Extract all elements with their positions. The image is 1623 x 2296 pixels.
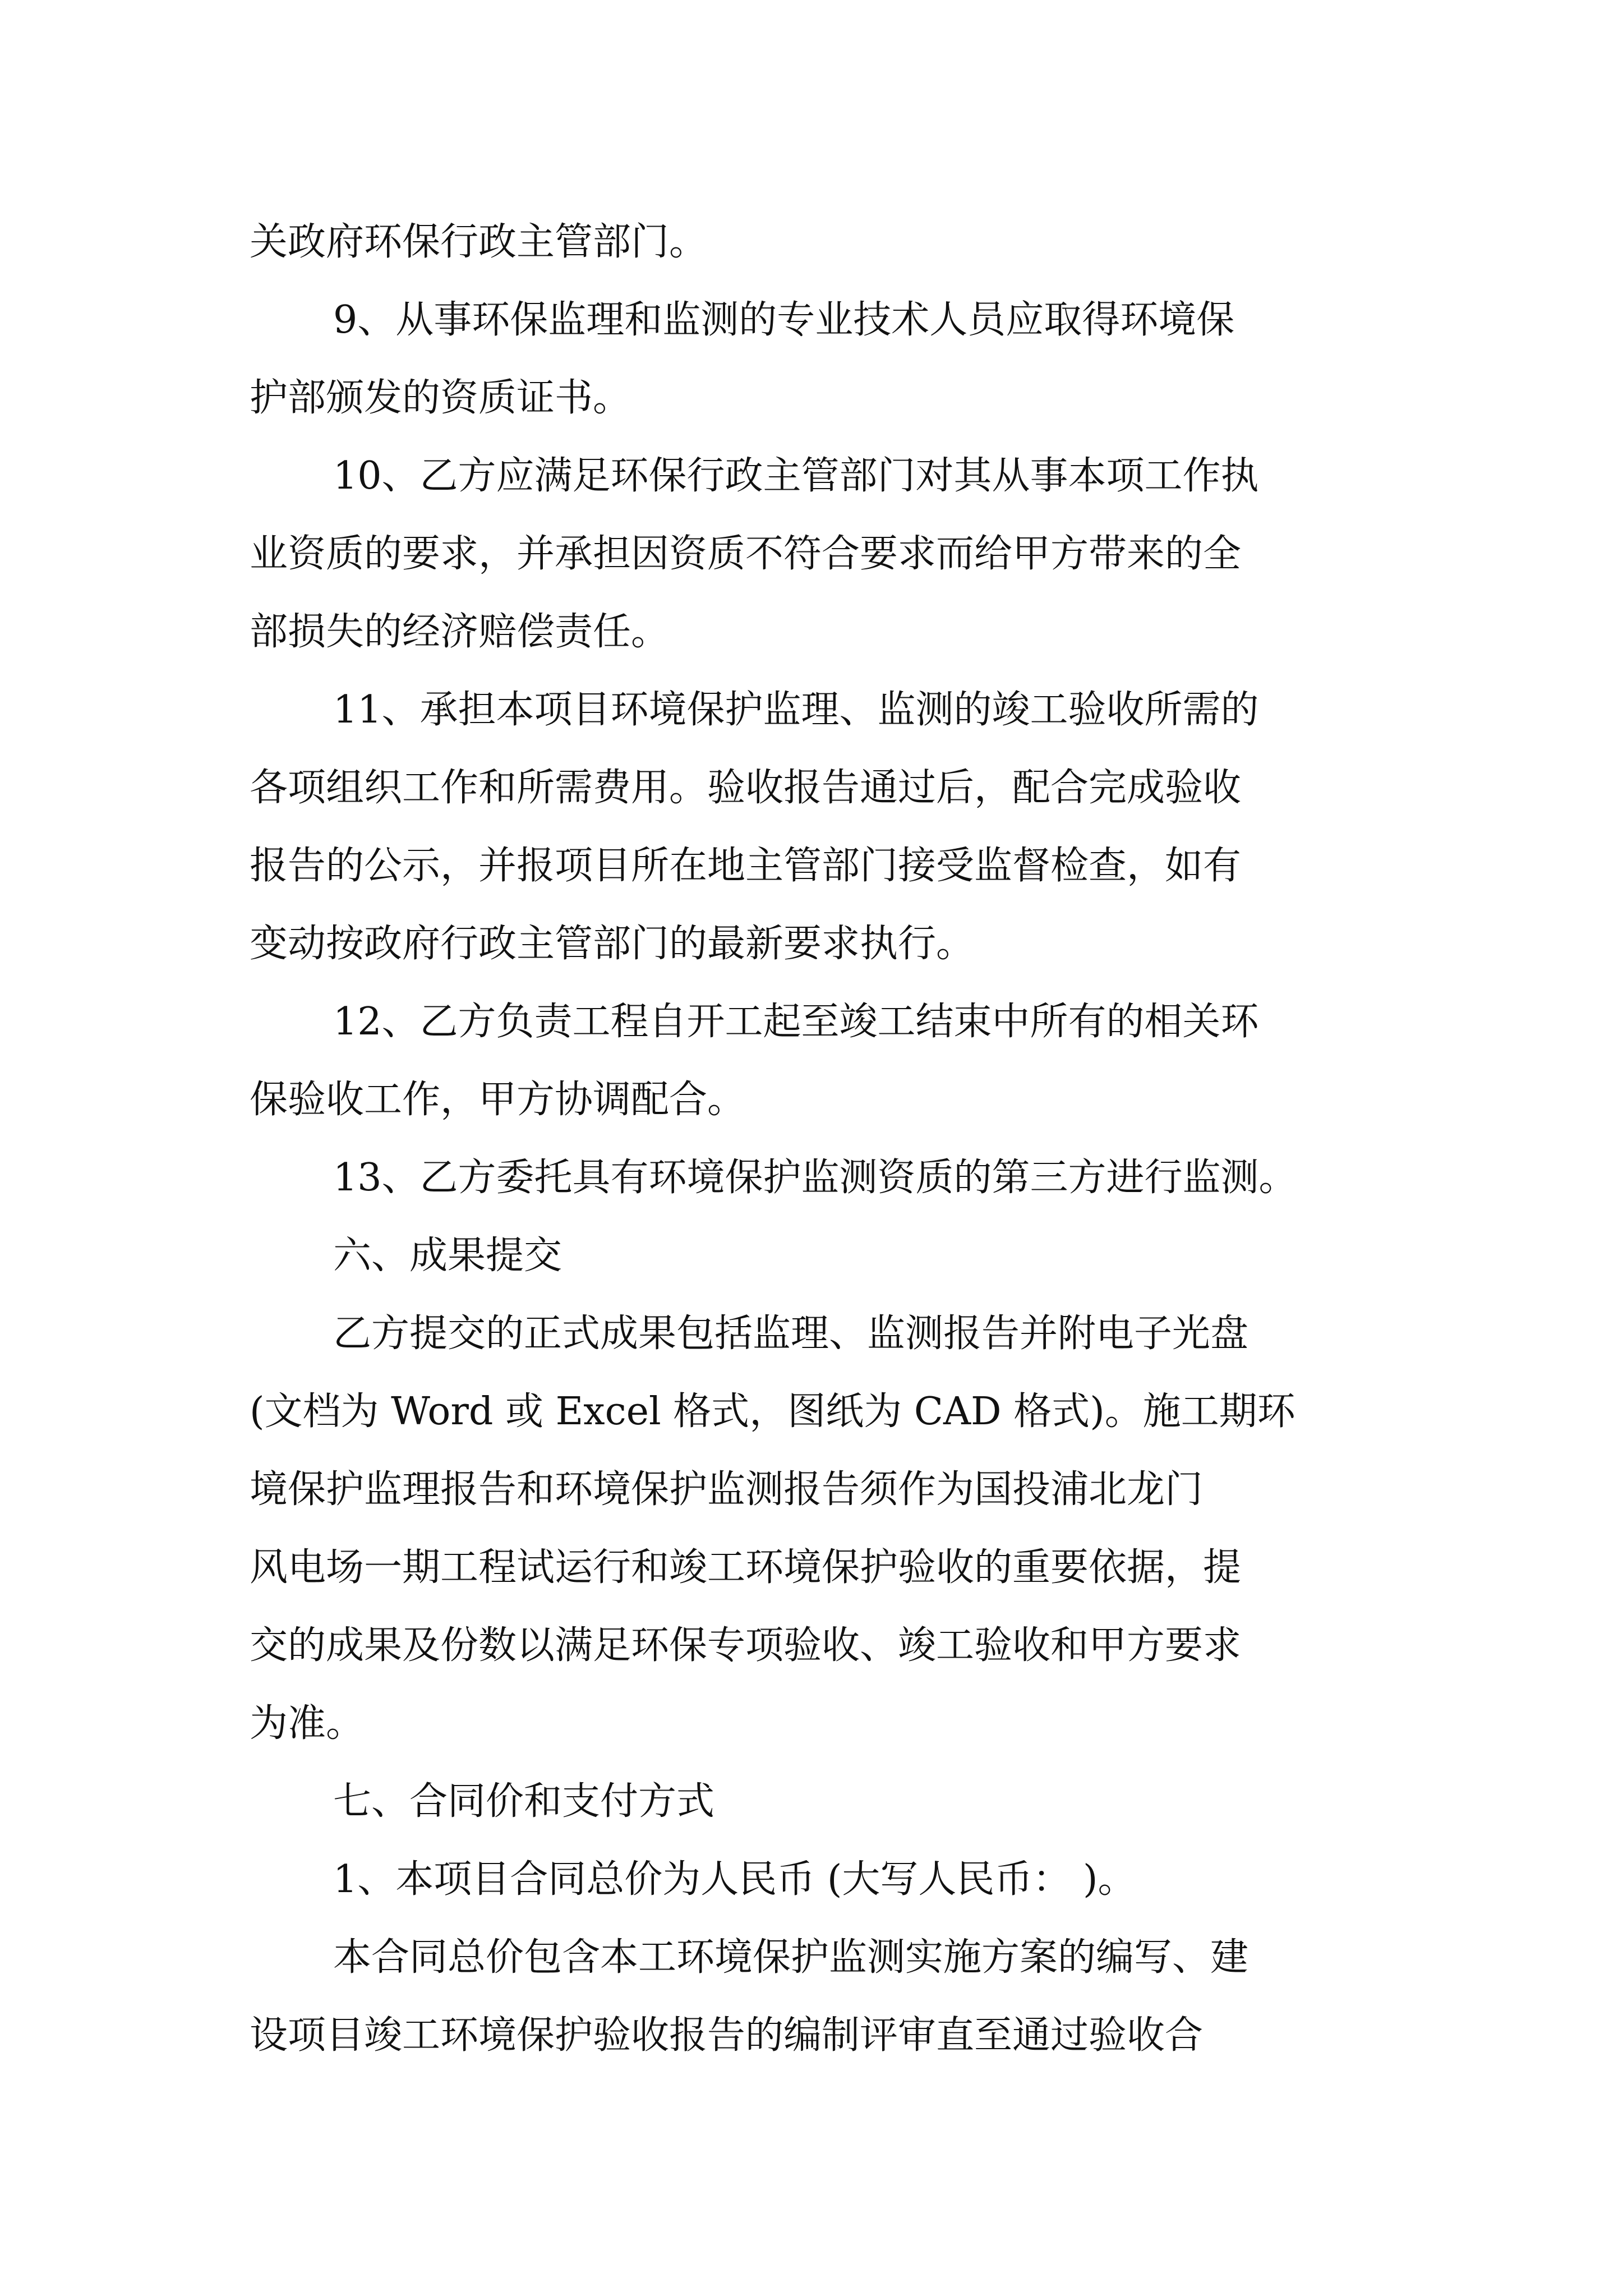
text-line: 各项组织工作和所需费用。验收报告通过后，配合完成验收 [250,766,1242,810]
text-line: (文档为 Word 或 Excel 格式，图纸为 CAD 格式)。施工期环 [250,1389,1295,1434]
text-line: 保验收工作，甲方协调配合。 [250,1078,746,1122]
text-line: 10、乙方应满足环保行政主管部门对其从事本项工作执 [333,454,1259,498]
text-line: 关政府环保行政主管部门。 [250,220,708,264]
text-line: 报告的公示，并报项目所在地主管部门接受监督检查，如有 [250,844,1242,888]
text-line: 11、承担本项目环境保护监理、监测的竣工验收所需的 [333,688,1259,732]
text-line: 为准。 [250,1701,365,1746]
text-line: 本合同总价包含本工环境保护监测实施方案的编写、建 [333,1935,1249,1980]
text-line: 设项目竣工环境保护验收报告的编制评审直至通过验收合 [250,2013,1204,2058]
text-line: 境保护监理报告和环境保护监测报告须作为国投浦北龙门 [250,1467,1204,1512]
text-line: 1、本项目合同总价为人民币 (大写人民币： )。 [333,1857,1136,1902]
section-heading: 六、成果提交 [333,1234,562,1278]
text-line: 12、乙方负责工程自开工起至竣工结束中所有的相关环 [333,1000,1259,1044]
section-heading: 七、合同价和支付方式 [333,1779,715,1824]
text-line: 护部颁发的资质证书。 [250,376,631,420]
document-body [250,203,1374,2074]
text-line: 乙方提交的正式成果包括监理、监测报告并附电子光盘 [333,1312,1249,1356]
text-line: 部损失的经济赔偿责任。 [250,610,670,654]
text-line: 业资质的要求，并承担因资质不符合要求而给甲方带来的全 [250,532,1242,576]
text-line: 变动按政府行政主管部门的最新要求执行。 [250,922,975,966]
text-line: 9、从事环保监理和监测的专业技术人员应取得环境保 [333,298,1235,342]
text-line: 风电场一期工程试运行和竣工环境保护验收的重要依据，提 [250,1545,1242,1590]
text-line: 13、乙方委托具有环境保护监测资质的第三方进行监测。 [333,1156,1297,1200]
text-line: 交的成果及份数以满足环保专项验收、竣工验收和甲方要求 [250,1623,1242,1668]
